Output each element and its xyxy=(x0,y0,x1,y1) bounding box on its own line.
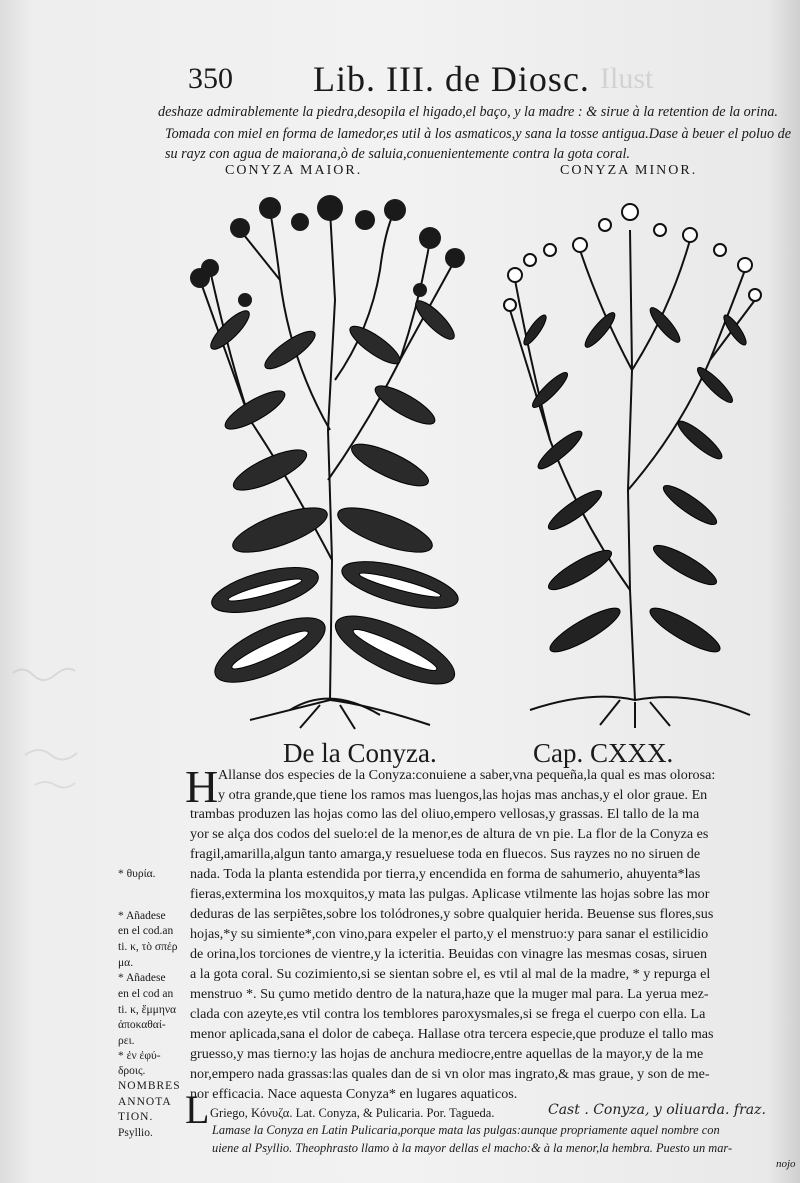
margin-heading: ANNOTA xyxy=(118,1096,172,1108)
body-line: gruesso,y mas tierno:y las hojas de anchura mediocre,entre aquellas de la mayor,y de la me xyxy=(190,1046,704,1062)
body-line: de orina,los torciones de vientre,y la icteritia. Beuidas con vinagre las mesmas cosas, siruen xyxy=(190,946,708,962)
margin-note: ti. κ, ἔμμηνα xyxy=(118,1004,177,1016)
body-line: trambas produzen las hojas como las del oliuo,empero vellosas,y grassas. El tallo de la ma xyxy=(190,806,700,822)
intro-line: Tomada con miel en forma de lamedor,es util à los asmaticos,y sana la tosse antigua.Dase à beuer el poluo de xyxy=(165,126,792,142)
body-line: hojas,*y su simiente*,con vino,para expeler el parto,y el menstruo:y para sanar el estilicidio xyxy=(190,926,709,942)
annotation-drop-cap: L xyxy=(185,1087,210,1132)
body-line: y otra grande,que tiene los ramos mas luengos,las hojas mas anchas,y el olor graue. En xyxy=(218,787,708,803)
figure-caption-right: CONYZA MINOR. xyxy=(560,163,698,178)
body-line: fieras,extermina los moxquitos,y mata las pulgas. Aplicase vtilmente las hojas sobre las mor xyxy=(190,886,710,902)
conyza-maior-woodcut xyxy=(170,180,490,730)
margin-note: δροις. xyxy=(118,1065,146,1077)
annotation-line: uiene al Psyllio. Theophrasto llamo à la mayor dellas el macho:& à la menor,la hembra. Puesto un mar- xyxy=(212,1141,733,1155)
annotation-line: nojo xyxy=(776,1158,796,1170)
annotation-line: Lamase la Conyza en Latin Pulicaria,porque mata las pulgas:aunque propriamente aquel nombre con xyxy=(212,1123,720,1137)
margin-heading: NOMBRES xyxy=(118,1080,181,1092)
body-line: menstruo *. Su çumo metido dentro de la natura,haze que la muger mal para. La yerua mez- xyxy=(190,986,709,1002)
synonyms-line: Griego, Κόνυζα. Lat. Conyza, & Pulicaria. Por. Tagueda. xyxy=(210,1106,495,1120)
chapter-number: Cap. CXXX. xyxy=(533,738,674,768)
faded-handwriting-icon xyxy=(5,655,100,805)
margin-note: ρει. xyxy=(118,1035,135,1047)
body-line: clada con azeyte,es vtil contra los temblores paroxysmales,si se frega el cuerpo con ella. La xyxy=(190,1006,706,1022)
body-line: a la gota coral. Su cozimiento,si se sientan sobre el, es vtil al mal de la madre, * y repurga el xyxy=(190,966,711,982)
margin-note: en el cod an xyxy=(118,988,174,1000)
body-line: nada. Toda la planta estendida por tierra,y encendida en forma de sahumerio, ahuyenta*las xyxy=(190,866,701,882)
body-line: yor se alça dos codos del suelo:el de la menor,es de altura de vn pie. La flor de la Conyza es xyxy=(190,826,709,842)
body-line: menor aplicada,sana el dolor de cabeça. Hallase otra tercera especie,que produze el tallo mas xyxy=(190,1026,714,1042)
margin-note: μα. xyxy=(118,957,134,969)
bleed-through-margin xyxy=(5,655,100,805)
bleed-through-text: Ilust xyxy=(600,62,654,95)
handwritten-note: Cast . Conyza, y oliuarda. fraz. xyxy=(548,1102,766,1118)
margin-note: ti. κ, τὸ σπέρ xyxy=(118,941,178,953)
intro-line: deshaze admirablemente la piedra,desopila el higado,el baço, y la madre : & sirue à la retention de la orina. xyxy=(158,104,778,120)
chapter-title: De la Conyza. xyxy=(283,738,437,768)
margin-note: * Añadese xyxy=(118,910,166,922)
conyza-minor-woodcut xyxy=(490,190,770,730)
body-line: nor,empero nada grassas:las quales dan de si vn olor mas ingrato,& mas graue, y son de me- xyxy=(190,1066,710,1082)
margin-note: ἀποκαθαί- xyxy=(118,1019,166,1031)
intro-line: su rayz con agua de maiorana,ò de saluia,conuenientemente contra la gota coral. xyxy=(165,146,630,162)
page-number: 350 xyxy=(188,62,233,95)
body-line: nor efficacia. Nace aquesta Conyza* en lugares aquaticos. xyxy=(190,1086,518,1102)
body-line: Allanse dos especies de la Conyza:conuiene a saber,vna pequeña,la qual es mas olorosa: xyxy=(218,767,716,783)
body-line: deduras de las serpiẽtes,sobre los tolódrones,y sobre qualquier herida. Beuense sus flores,sus xyxy=(190,906,714,922)
margin-note: * θυρία. xyxy=(118,868,156,880)
margin-note: * ἐν ἐφύ- xyxy=(118,1050,161,1062)
body-line: fragil,amarilla,algun tanto amarga,y resueluese toda en fluecos. Sus rayzes no no siruen de xyxy=(190,846,701,862)
margin-heading: TION. xyxy=(118,1111,154,1123)
figure-caption-left: CONYZA MAIOR. xyxy=(225,163,363,178)
running-head: Lib. III. de Diosc. xyxy=(313,59,590,99)
drop-cap: H xyxy=(185,761,219,812)
margin-note: * Añadese xyxy=(118,972,166,984)
margin-note: en el cod.an xyxy=(118,925,174,937)
margin-note: Psyllio. xyxy=(118,1127,153,1139)
